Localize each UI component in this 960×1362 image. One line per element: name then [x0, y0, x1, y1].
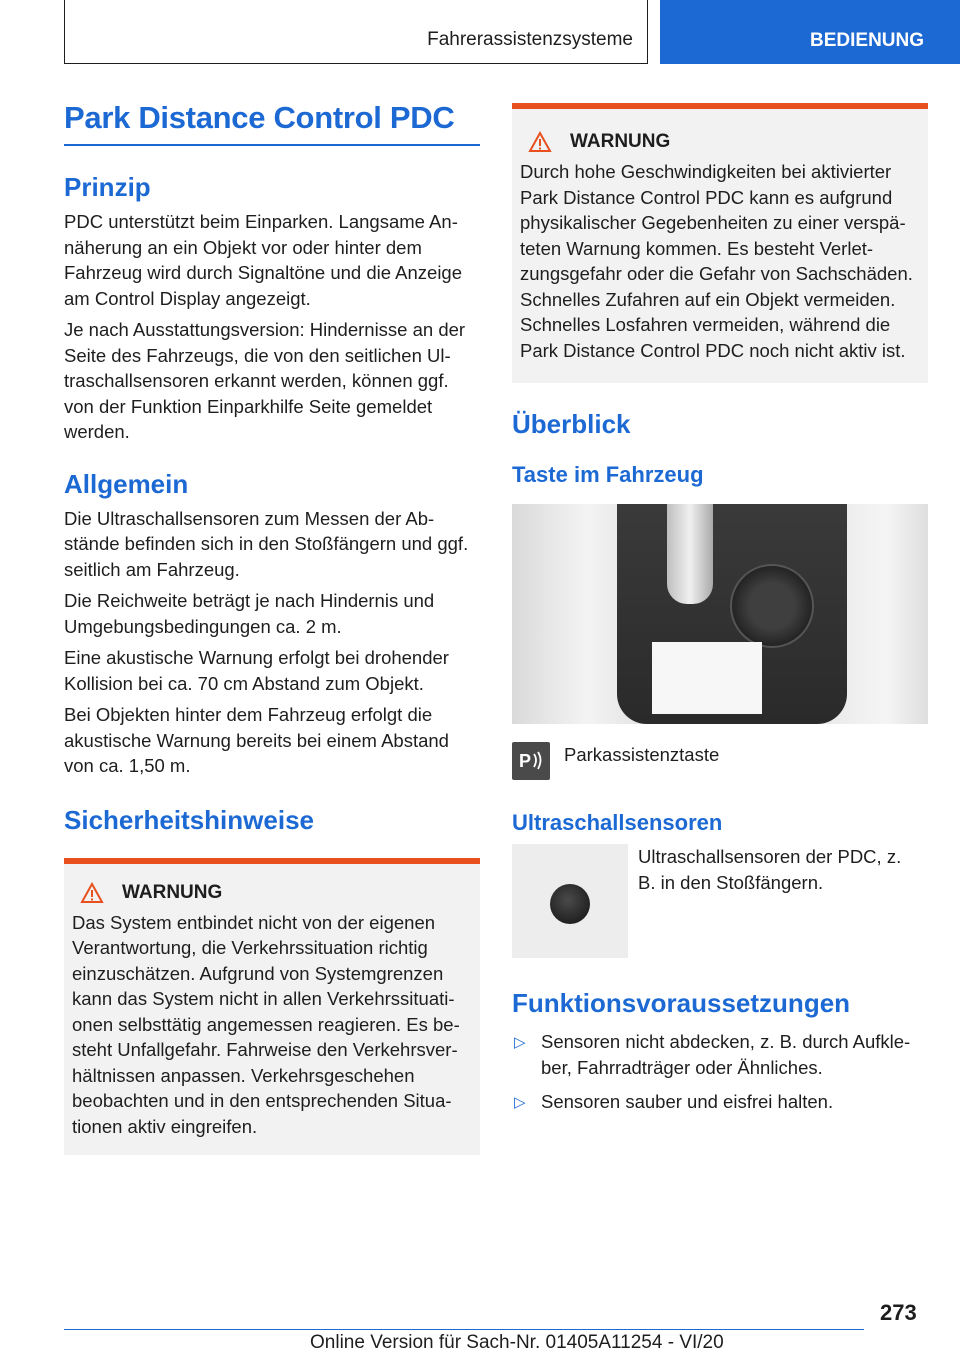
wireless-charging-tray [652, 642, 762, 714]
allgemein-paragraph-4: Bei Objekten hinter dem Fahrzeug erfolgt die akustische Warnung bereits bei einem Abstand von ca. 1,50 m. [64, 704, 449, 776]
park-assist-caption: Parkassistenztaste [564, 744, 720, 765]
gear-selector [667, 504, 713, 604]
heading-allgemein: Allgemein [64, 468, 189, 499]
list-item-text: Sensoren sauber und eisfrei halten. [541, 1091, 834, 1112]
list-item [512, 1029, 928, 1080]
page-number: 273 [880, 1300, 917, 1325]
list-item [512, 1089, 928, 1115]
sensor-icon [550, 884, 590, 924]
requirements-list [512, 1029, 928, 1115]
warning-label: WARNUNG [122, 881, 223, 903]
footer-divider [64, 1329, 864, 1330]
park-button-row [512, 742, 928, 780]
chapter-tab [660, 0, 960, 64]
right-column [512, 103, 928, 1124]
left-column [64, 100, 480, 1155]
warning-box-2 [512, 103, 928, 383]
sensor-row [512, 844, 928, 958]
chapter-title: BEDIENUNG [810, 30, 925, 51]
heading-prinzip: Prinzip [64, 172, 151, 202]
warning-box-1 [64, 858, 480, 1156]
warning-label: WARNUNG [570, 131, 671, 152]
heading-funktionsvoraussetzungen: Funktionsvoraussetzungen [512, 988, 851, 1018]
center-console-photo [512, 504, 928, 724]
warning-triangle-icon [528, 131, 552, 153]
prinzip-paragraph-1: PDC unterstützt beim Einparken. Langsame Annäherung an ein Objekt vor oder hinter dem Fahrzeug wird durch Signaltöne und die Anzeige am Control Display angezeigt. [64, 211, 463, 309]
prinzip-paragraph-2: Je nach Ausstattungsversion: Hindernisse an der Seite des Fahrzeugs, die von den seitlichen Ultraschallsensoren erkannt werden, können ggf. von der Funktion Einparkhilfe Seite gemeldet werden. [64, 319, 466, 442]
warning-triangle-icon [80, 882, 104, 904]
sensor-caption: Ultraschallsensoren der PDC, z. B. in den Stoßfängern. [638, 846, 902, 893]
svg-text:P: P [519, 751, 532, 771]
heading-taste-im-fahrzeug: Taste im Fahrzeug [512, 462, 704, 487]
park-assist-icon [512, 742, 550, 780]
warning-text: Durch hohe Geschwindigkeiten bei aktivierter Park Distance Control PDC kann es aufgrund physikalischer Gegebenheiten zu einer verspäteten Warnung kommen. Es besteht Verletzungsgefahr oder die Gefahr von Sachschäden. Schnelles Zufahren auf ein Objekt vermeiden. Schnelles Losfahren vermeiden, während die Park Distance Control PDC noch nicht aktiv ist. [520, 161, 913, 361]
allgemein-paragraph-2: Die Reichweite beträgt je nach Hindernis und Umgebungsbedingungen ca. 2 m. [64, 590, 435, 637]
section-title: Fahrerassistenzsysteme [427, 29, 633, 50]
warning-header [520, 131, 920, 153]
footer-text: Online Version für Sach-Nr. 01405A11254 - VI/20 [310, 1332, 724, 1353]
allgemein-paragraph-3: Eine akustische Warnung erfolgt bei drohender Kollision bei ca. 70 cm Abstand zum Objekt. [64, 647, 449, 694]
warning-header [72, 882, 472, 904]
heading-ueberblick: Überblick [512, 409, 631, 439]
ultrasonic-sensor-image [512, 844, 628, 958]
warning-text: Das System entbindet nicht von der eigenen Verantwortung, die Verkehrssituation richtig einzuschätzen. Aufgrund von Systemgrenzen kann das System nicht in allen Verkehrssituationen selbsttätig angemessen reagieren. Es besteht Unfallgefahr. Fahrweise den Verkehrsverhältnissen anpassen. Verkehrsgeschehen beobachten und in den entsprechenden Situationen aktiv eingreifen. [72, 911, 460, 1137]
section-tab [64, 0, 648, 64]
controller-knob [730, 564, 814, 648]
heading-ultraschallsensoren: Ultraschallsensoren [512, 810, 723, 835]
allgemein-paragraph-1: Die Ultraschallsensoren zum Messen der Abstände befinden sich in den Stoßfängern und ggf. seitlich am Fahrzeug. [64, 507, 469, 580]
heading-sicherheitshinweise: Sicherheitshinweise [64, 804, 314, 835]
triangle-bullet-icon: ▷ [514, 1094, 526, 1111]
list-item-text: Sensoren nicht abdecken, z. B. durch Aufkleber, Fahrradträger oder Ähnliches. [541, 1031, 911, 1078]
triangle-bullet-icon: ▷ [514, 1034, 526, 1051]
page-title: Park Distance Control PDC [64, 100, 480, 146]
